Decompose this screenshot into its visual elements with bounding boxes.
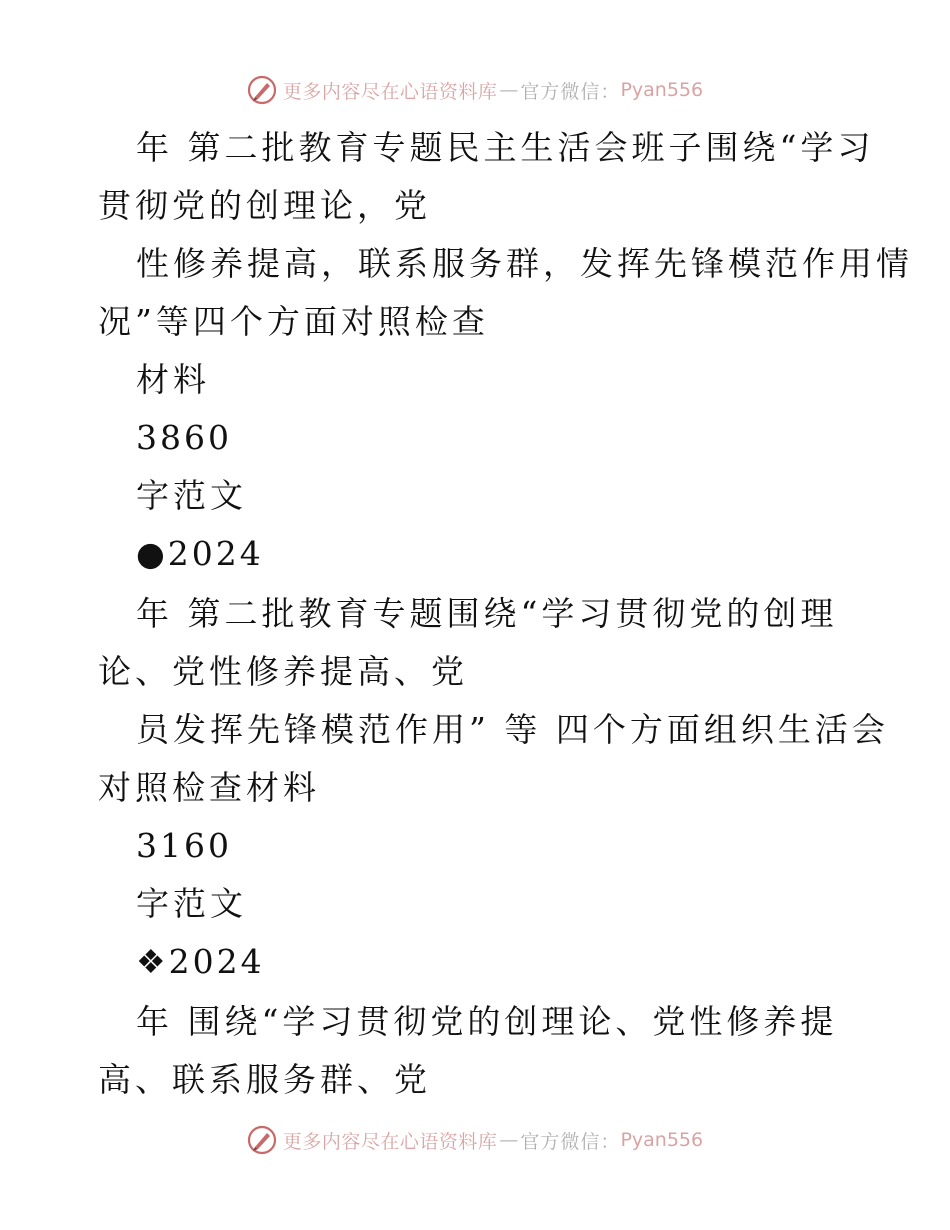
watermark-separator: — (499, 1129, 519, 1151)
text-line: 高、联系服务群、党 (98, 1060, 431, 1099)
text-line: 字范文 (136, 476, 247, 515)
text-line: 论、党性修养提高、党 (98, 652, 468, 691)
text-line: 员发挥先锋模范作用” 等 四个方面组织生活会 (136, 710, 889, 749)
text-line: 况”等四个方面对照检查 (98, 302, 489, 341)
text-line: 贯彻党的创理论，党 (98, 186, 431, 225)
text-line: 年 第二批教育专题民主生活会班子围绕“学习 (136, 128, 875, 167)
text-line: ❖2024 (136, 942, 265, 981)
text-line: ●2024 (136, 534, 264, 573)
text-line: 3160 (136, 826, 232, 865)
text-line: 性修养提高，联系服务群，发挥先锋模范作用情 (136, 244, 913, 283)
watermark-label: 官方微信： (520, 80, 621, 103)
text-line: 年 第二批教育专题围绕“学习贯彻党的创理 (136, 594, 838, 633)
text-line: 3860 (136, 418, 232, 457)
footer-watermark (0, 1120, 950, 1160)
pen-logo-icon (247, 75, 277, 105)
watermark-id: Pyan556 (620, 1129, 704, 1151)
watermark-separator: — (499, 79, 519, 101)
text-line: 年 围绕“学习贯彻党的创理论、党性修养提 (136, 1002, 838, 1041)
header-watermark (0, 70, 950, 110)
text-line: 对照检查材料 (98, 768, 320, 807)
watermark-text: 更多内容尽在心语资料库 (282, 1130, 498, 1153)
text-line: 材料 (136, 360, 210, 399)
watermark-id: Pyan556 (620, 79, 704, 101)
watermark-label: 官方微信： (520, 1130, 621, 1153)
pen-logo-icon (247, 1125, 277, 1155)
watermark-text: 更多内容尽在心语资料库 (282, 80, 498, 103)
text-line: 字范文 (136, 884, 247, 923)
